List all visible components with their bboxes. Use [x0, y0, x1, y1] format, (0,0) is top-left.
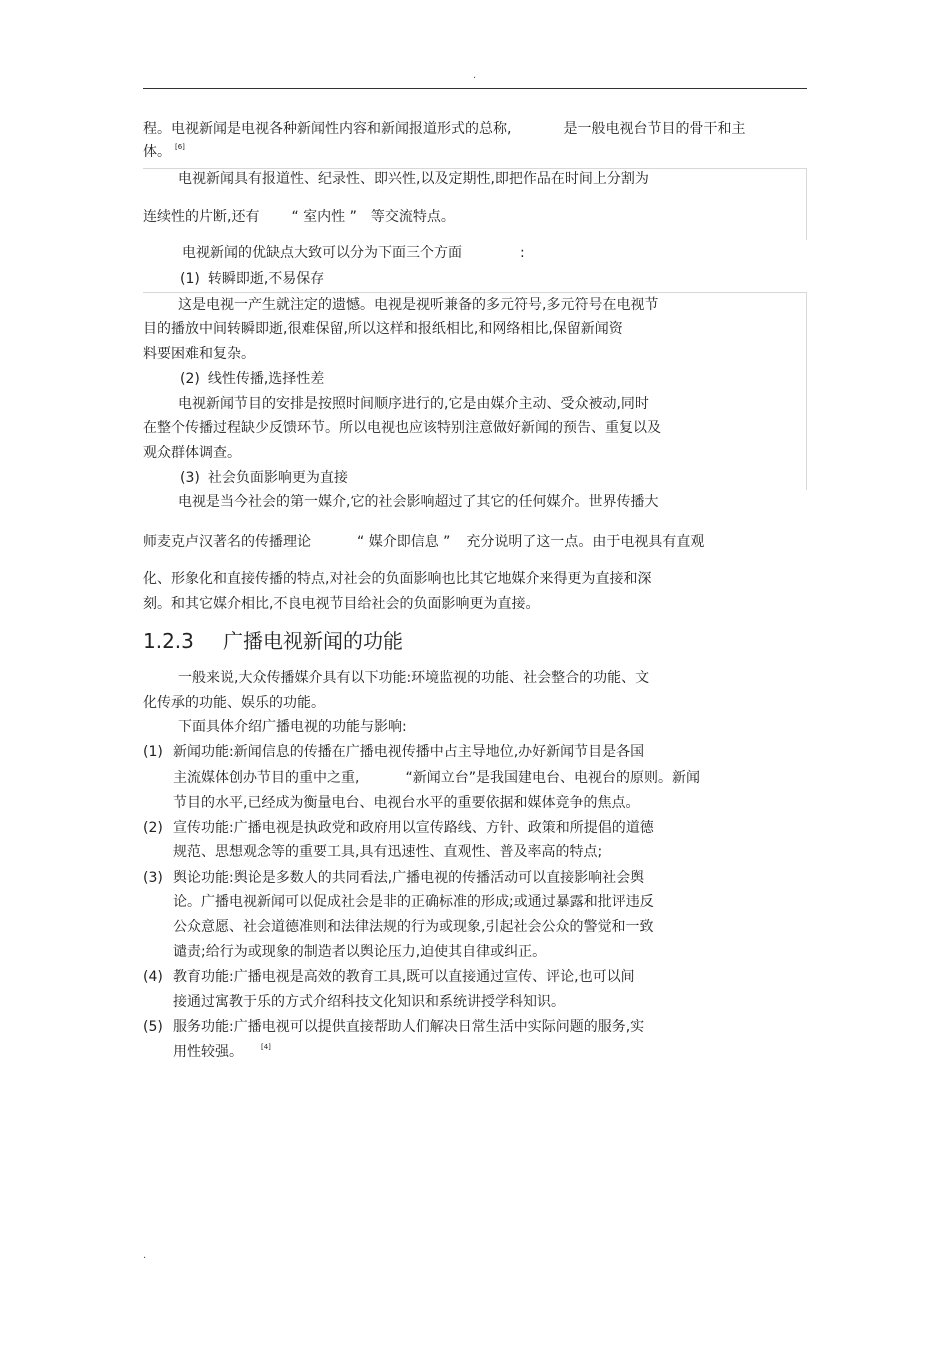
item-2-line-1: 宣传功能:广播电视是执政党和政府用以宣传路线、方针、政策和所提倡的道德 [173, 820, 654, 836]
section-heading [143, 629, 403, 653]
features-text-b: 等交流特点。 [370, 209, 455, 225]
point-2-number: (2) [180, 371, 200, 387]
item-3-line-2: 论。广播电视新闻可以促成社会是非的正确标准的形成;或通过暴露和批评违反 [173, 894, 654, 910]
citation-4: [4] [261, 1043, 271, 1051]
item-3-line-4: 谴责;给行为或现象的制造者以舆论压力,迫使其自律或纠正。 [173, 944, 547, 960]
item-1-text-a: 主流媒体创办节目的重中之重, [173, 770, 360, 786]
box-line-right-2 [806, 292, 807, 490]
point-2-title: 线性传播,选择性差 [207, 371, 325, 387]
footer-mark: . [143, 1250, 147, 1261]
point-2-line-3: 观众群体调查。 [143, 445, 241, 461]
point-1-title: 转瞬即逝,不易保存 [207, 271, 325, 287]
point-3-text-b: 充分说明了这一点。由于电视具有直观 [466, 534, 705, 550]
point-2-line-2: 在整个传播过程缺少反馈环节。所以电视也应该特别注意做好新闻的预告、重复以及 [143, 420, 661, 436]
item-1-line-1: 新闻功能:新闻信息的传播在广播电视传播中占主导地位,办好新闻节目是各国 [173, 744, 645, 760]
item-4-line-2: 接通过寓教于乐的方式介绍科技文化知识和系统讲授学科知识。 [173, 994, 565, 1010]
section-title: 广播电视新闻的功能 [223, 629, 403, 653]
point-3-heading [180, 469, 348, 487]
features-text-a: 连续性的片断,还有 [143, 209, 260, 225]
point-2-line-1: 电视新闻节目的安排是按照时间顺序进行的,它是由媒介主动、受众被动,同时 [178, 396, 649, 412]
item-2-line-2: 规范、思想观念等的重要工具,具有迅速性、直观性、普及率高的特点; [173, 844, 603, 860]
item-3-line-1: 舆论功能:舆论是多数人的共同看法,广播电视的传播活动可以直接影响社会舆 [173, 870, 645, 886]
point-1-line-3: 料要困难和复杂。 [143, 346, 255, 362]
item-5-line-1: 服务功能:广播电视可以提供直接帮助人们解决日常生活中实际问题的服务,实 [173, 1019, 645, 1035]
intro-text-a: 程。电视新闻是电视各种新闻性内容和新闻报道形式的总称, [143, 121, 512, 137]
item-3-line-3: 公众意愿、社会道德准则和法律法规的行为或现象,引起社会公众的警觉和一致 [173, 919, 654, 935]
section-intro-line-3: 下面具体介绍广播电视的功能与影响: [178, 719, 407, 735]
point-2-heading [180, 370, 324, 388]
point-3-title: 社会负面影响更为直接 [207, 470, 348, 486]
item-5-line-2 [173, 1043, 271, 1063]
para-features-line-2 [143, 208, 455, 226]
item-4-line-1: 教育功能:广播电视是高效的教育工具,既可以直接通过宣传、评论,也可以间 [173, 969, 635, 985]
item-5-number: (5) [143, 1019, 163, 1035]
item-1-line-3: 节目的水平,已经成为衡量电台、电视台水平的重要依据和媒体竞争的焦点。 [173, 795, 640, 811]
intro-text-b: 是一般电视台节目的骨干和主 [563, 121, 746, 137]
intro-text-c: 体。 [143, 144, 171, 160]
para-features-line-1: 电视新闻具有报道性、纪录性、即兴性,以及定期性,即把作品在时间上分割为 [178, 171, 649, 187]
box-line-top-2 [143, 292, 807, 293]
point-3-line-4: 刻。和其它媒介相比,不良电视节目给社会的负面影响更为直接。 [143, 596, 540, 612]
point-3-line-3: 化、形象化和直接传播的特点,对社会的负面影响也比其它地媒介来得更为直接和深 [143, 571, 652, 587]
point-3-line-1: 电视是当今社会的第一媒介,它的社会影响超过了其它的任何媒介。世界传播大 [178, 494, 659, 510]
item-3-number: (3) [143, 870, 163, 886]
citation-6: [6] [175, 143, 185, 151]
item-1-text-b: “新闻立台”是我国建电台、电视台的原则。新闻 [405, 770, 700, 786]
pros-cons-text: 电视新闻的优缺点大致可以分为下面三个方面 [182, 245, 462, 261]
para-pros-cons [182, 244, 525, 262]
header-mark: . [473, 70, 477, 81]
item-4-number: (4) [143, 969, 163, 985]
section-number: 1.2.3 [143, 629, 194, 653]
box-line-right-1 [806, 168, 807, 240]
point-3-quote: “ 媒介即信息 ” [357, 534, 451, 550]
item-1-number: (1) [143, 744, 163, 760]
section-intro-line-1: 一般来说,大众传播媒介具有以下功能:环境监视的功能、社会整合的功能、文 [178, 670, 650, 686]
point-1-line-2: 目的播放中间转瞬即逝,很难保留,所以这样和报纸相比,和网络相比,保留新闻资 [143, 321, 623, 337]
point-1-heading [180, 270, 324, 288]
point-1-number: (1) [180, 271, 200, 287]
point-1-line-1: 这是电视一产生就注定的遗憾。电视是视听兼备的多元符号,多元符号在电视节 [178, 297, 659, 313]
point-3-line-2 [143, 533, 704, 551]
features-quote: “ 室内性 ” [291, 209, 357, 225]
intro-line-2 [143, 143, 185, 163]
section-intro-line-2: 化传承的功能、娱乐的功能。 [143, 695, 325, 711]
item-5-text: 用性较强。 [173, 1044, 243, 1060]
item-1-line-2 [173, 769, 700, 787]
pros-cons-colon: : [520, 245, 525, 261]
item-2-number: (2) [143, 820, 163, 836]
header-rule [143, 88, 807, 89]
point-3-text-a: 师麦克卢汉著名的传播理论 [143, 534, 311, 550]
intro-line-1 [143, 120, 745, 138]
point-3-number: (3) [180, 470, 200, 486]
box-line-top-1 [143, 168, 807, 169]
